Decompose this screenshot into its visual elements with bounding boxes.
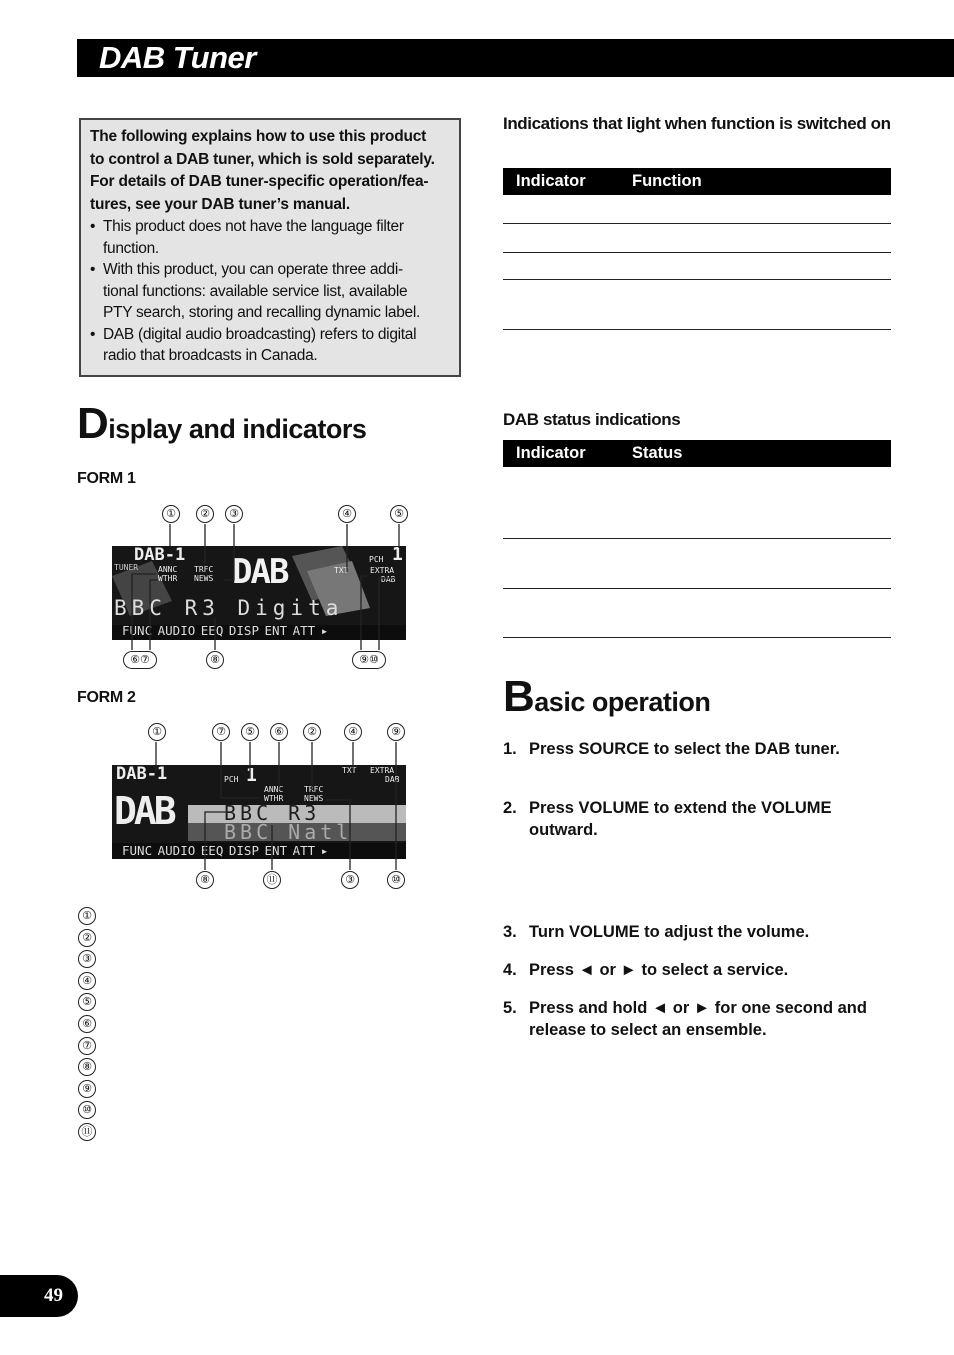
lcd2-annc: ANNC: [264, 785, 284, 794]
callout: ③: [341, 871, 359, 889]
lcd1-trfc: TRFC: [194, 565, 214, 574]
bullet-line: tional functions: available service list, available: [103, 282, 408, 300]
list-number: ⑥: [78, 1015, 96, 1033]
title-rest: isplay and indicators: [108, 414, 367, 444]
callout: ⑧: [196, 871, 214, 889]
table-row-divider: [503, 588, 891, 589]
lcd2-line2: BBC Natl: [224, 820, 353, 844]
step-number: 2.: [503, 799, 517, 817]
intro-bold-line: tures, see your DAB tuner’s manual.: [90, 195, 351, 213]
step-text: Press VOLUME to extend the VOLUME outward.: [529, 799, 832, 839]
lcd2-trfc: TRFC: [304, 785, 324, 794]
callout: ⑤: [390, 505, 408, 523]
bullet-line: radio that broadcasts in Canada.: [103, 347, 318, 364]
table-row-divider: [503, 329, 891, 330]
list-number: ⑩: [78, 1101, 96, 1119]
title-initial: B: [503, 672, 535, 721]
bullet-glyph: •: [90, 261, 96, 278]
lcd1-annc: ANNC: [158, 565, 178, 574]
list-number: ⑧: [78, 1058, 96, 1076]
bullet-glyph: •: [90, 325, 96, 343]
lcd1-extra: EXTRA: [370, 566, 395, 575]
callout: ⑨⑩: [352, 651, 386, 669]
bullet-glyph: •: [90, 218, 96, 235]
lcd2-line1: BBC R3: [224, 801, 321, 825]
table-row-divider: [503, 538, 891, 539]
list-number: ⑪: [78, 1123, 96, 1141]
lcd1-news: NEWS: [194, 574, 214, 583]
callout: ⑤: [241, 723, 259, 741]
lcd1-menu: FUNC AUDIO EEQ DISP ENT ATT ▸: [122, 623, 329, 638]
status-heading: DAB status indications: [503, 410, 681, 429]
bullet-line: With this product, you can operate three addi-: [103, 261, 403, 278]
lcd1-pch-number: 1: [392, 546, 403, 565]
list-number: ⑨: [78, 1080, 96, 1098]
lcd1-dab-logo: DAB: [232, 552, 288, 592]
callout: ②: [303, 723, 321, 741]
callout: ⑨: [387, 723, 405, 741]
step-number: 4.: [503, 961, 517, 979]
title-initial: D: [77, 399, 109, 448]
bullet-line: DAB (digital audio broadcasting) refers to digital: [103, 325, 417, 343]
callout: ③: [225, 505, 243, 523]
callout: ②: [196, 505, 214, 523]
list-number: ⑦: [78, 1037, 96, 1055]
list-number: ④: [78, 972, 96, 990]
lcd2-pch-number: 1: [246, 765, 257, 786]
intro-bold-line: For details of DAB tuner-specific operation/fea-: [90, 173, 429, 190]
list-number: ⑤: [78, 993, 96, 1011]
step-text: Press ◄ or ► to select a service.: [529, 961, 789, 979]
lcd2-extra-dab: DAB: [385, 775, 400, 784]
lcd2-menu: FUNC AUDIO EEQ DISP ENT ATT ▸: [122, 843, 329, 858]
page-title: DAB Tuner: [99, 40, 256, 75]
list-number: ③: [78, 950, 96, 968]
title-rest: asic operation: [534, 687, 711, 717]
column-header-status: Status: [632, 444, 683, 462]
lcd2-band: DAB-1: [116, 765, 168, 784]
step-number: 1.: [503, 740, 517, 758]
indications-table-header: [503, 168, 891, 195]
lcd2-extra: EXTRA: [370, 766, 395, 775]
lcd2-news: NEWS: [304, 794, 324, 803]
lcd1-extra-dab: DAB: [381, 575, 396, 584]
list-number: ①: [78, 907, 96, 925]
bullet-line: PTY search, storing and recalling dynamic label.: [103, 304, 421, 321]
section-title-basic: [503, 672, 711, 721]
page-number-tab: [0, 1275, 78, 1317]
callout: ⑥: [270, 723, 288, 741]
callout: ⑦: [212, 723, 230, 741]
status-table-header: [503, 440, 891, 467]
lcd2-pch: PCH: [224, 775, 239, 784]
table-row-divider: [503, 252, 891, 253]
indications-heading: Indications that light when function is switched on: [503, 114, 891, 133]
column-header-indicator: Indicator: [516, 172, 586, 190]
table-row-divider: [503, 279, 891, 280]
step-number: 3.: [503, 923, 517, 941]
lcd2-wthr: WTHR: [264, 794, 284, 803]
column-header-function: Function: [632, 172, 702, 190]
step-number: 5.: [503, 999, 517, 1017]
bullet-line: function.: [103, 239, 159, 257]
numbered-callout-list: [78, 906, 96, 1144]
form1-label: FORM 1: [77, 470, 136, 487]
lcd1-wthr: WTHR: [158, 574, 178, 583]
list-number: ②: [78, 929, 96, 947]
page-number: 49: [44, 1285, 63, 1306]
callout: ⑪: [263, 871, 281, 889]
lcd1-txt: TXT: [334, 566, 349, 575]
callout: ④: [338, 505, 356, 523]
step-text: Press and hold ◄ or ► for one second and release to select an ensemble.: [529, 999, 867, 1039]
lcd1-pch: PCH: [369, 555, 384, 564]
intro-bold-line: to control a DAB tuner, which is sold separately.: [90, 150, 435, 168]
lcd1-main-text: BBC R3 Digita: [114, 596, 344, 620]
callout: ⑩: [387, 871, 405, 889]
callout: ⑥⑦: [123, 651, 157, 669]
intro-bold-line: The following explains how to use this product: [90, 128, 427, 145]
callout: ①: [162, 505, 180, 523]
callout: ⑧: [206, 651, 224, 669]
table-row-divider: [503, 223, 891, 224]
callout: ④: [344, 723, 362, 741]
bullet-line: This product does not have the language filter: [103, 218, 404, 235]
form2-label: FORM 2: [77, 689, 136, 706]
step-text: Press SOURCE to select the DAB tuner.: [529, 740, 840, 758]
callout: ①: [148, 723, 166, 741]
step-text: Turn VOLUME to adjust the volume.: [529, 923, 810, 941]
column-header-indicator: Indicator: [516, 444, 586, 462]
lcd2-dab-logo: DAB: [114, 789, 174, 833]
lcd1-band: DAB-1: [134, 546, 186, 565]
table-row-divider: [503, 637, 891, 638]
lcd1-tuner-label: TUNER: [114, 563, 139, 572]
lcd2-txt: TXT: [342, 766, 357, 775]
